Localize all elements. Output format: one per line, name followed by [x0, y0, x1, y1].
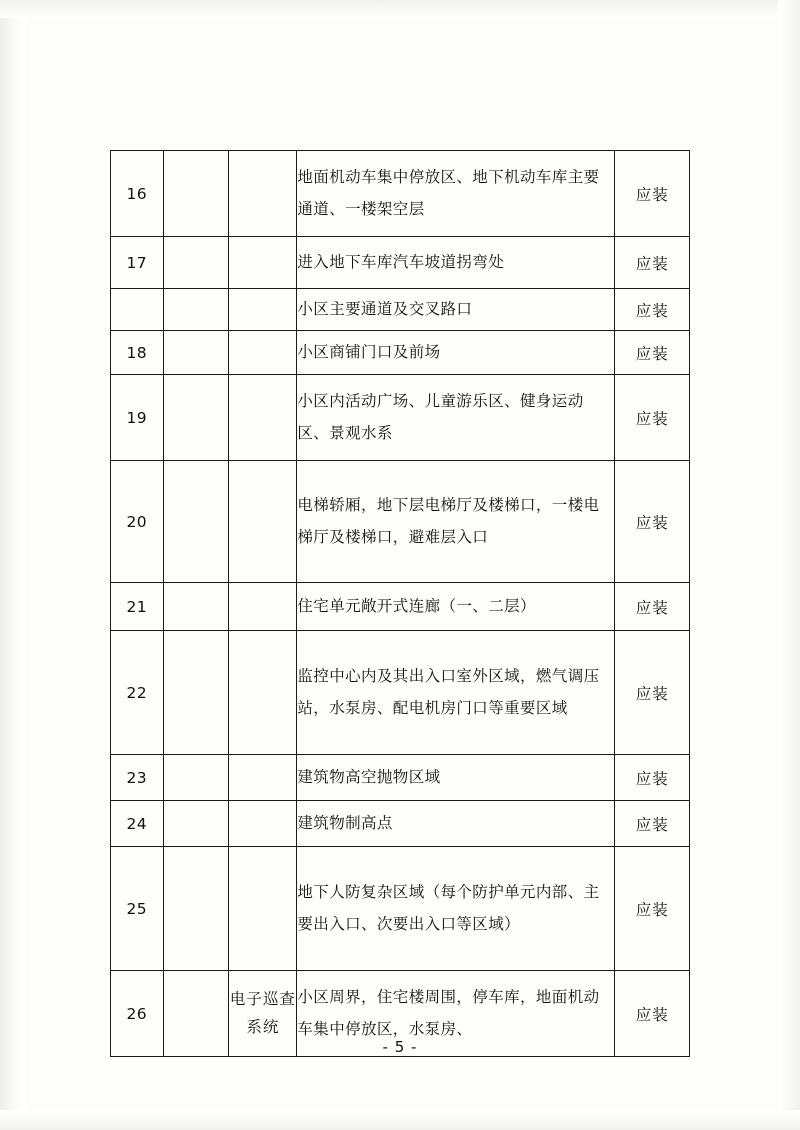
table-row — [111, 151, 690, 237]
row-requirement: 应装 — [615, 583, 690, 631]
row-category-secondary — [229, 331, 297, 375]
row-category-primary — [163, 801, 229, 847]
row-number: 22 — [111, 631, 164, 755]
row-category-secondary — [229, 755, 297, 801]
table-row — [111, 461, 690, 583]
row-category-secondary — [229, 151, 297, 237]
row-location-description: 建筑物制高点 — [297, 801, 615, 847]
row-requirement: 应装 — [615, 631, 690, 755]
row-location-description: 小区主要通道及交叉路口 — [297, 289, 615, 331]
page-edge-shadow-right — [778, 0, 800, 1130]
page-edge-shadow-top — [0, 0, 800, 18]
row-category-primary — [163, 755, 229, 801]
row-location-description: 监控中心内及其出入口室外区域，燃气调压站，水泵房、配电机房门口等重要区域 — [297, 631, 615, 755]
row-category-secondary — [229, 801, 297, 847]
row-number: 16 — [111, 151, 164, 237]
page-number: - 5 - — [382, 1038, 418, 1056]
row-number: 25 — [111, 847, 164, 971]
row-category-secondary — [229, 631, 297, 755]
row-category-secondary — [229, 289, 297, 331]
row-category-primary — [163, 331, 229, 375]
row-category-secondary: 电子巡查系统 — [229, 971, 297, 1057]
row-location-description: 地下人防复杂区域（每个防护单元内部、主要出入口、次要出入口等区域） — [297, 847, 615, 971]
row-category-primary — [163, 289, 229, 331]
page-edge-shadow-left — [0, 0, 26, 1130]
table-row — [111, 755, 690, 801]
row-number: 20 — [111, 461, 164, 583]
row-category-primary — [163, 461, 229, 583]
row-number: 26 — [111, 971, 164, 1057]
row-category-primary — [163, 375, 229, 461]
table-row — [111, 375, 690, 461]
table-row — [111, 847, 690, 971]
row-category-secondary — [229, 237, 297, 289]
row-location-description: 地面机动车集中停放区、地下机动车库主要通道、一楼架空层 — [297, 151, 615, 237]
table-row — [111, 289, 690, 331]
row-category-secondary — [229, 461, 297, 583]
table-row — [111, 801, 690, 847]
row-location-description: 小区商铺门口及前场 — [297, 331, 615, 375]
row-number: 23 — [111, 755, 164, 801]
row-requirement: 应装 — [615, 151, 690, 237]
row-number — [111, 289, 164, 331]
page-edge-shadow-bottom — [0, 1110, 800, 1130]
row-requirement: 应装 — [615, 847, 690, 971]
row-number: 24 — [111, 801, 164, 847]
row-category-secondary — [229, 847, 297, 971]
row-requirement: 应装 — [615, 375, 690, 461]
row-location-description: 小区周界，住宅楼周围，停车库，地面机动车集中停放区，水泵房、 — [297, 971, 615, 1057]
row-requirement: 应装 — [615, 971, 690, 1057]
row-requirement: 应装 — [615, 801, 690, 847]
row-category-primary — [163, 631, 229, 755]
row-number: 19 — [111, 375, 164, 461]
row-location-description: 进入地下车库汽车坡道拐弯处 — [297, 237, 615, 289]
table-row — [111, 631, 690, 755]
row-number: 17 — [111, 237, 164, 289]
row-location-description: 建筑物高空抛物区域 — [297, 755, 615, 801]
row-category-primary — [163, 583, 229, 631]
row-category-primary — [163, 847, 229, 971]
row-number: 21 — [111, 583, 164, 631]
row-requirement: 应装 — [615, 237, 690, 289]
row-requirement: 应装 — [615, 461, 690, 583]
row-category-primary — [163, 237, 229, 289]
table-row — [111, 583, 690, 631]
row-requirement: 应装 — [615, 289, 690, 331]
row-category-secondary — [229, 583, 297, 631]
installation-requirements-table — [110, 150, 690, 1057]
row-category-secondary — [229, 375, 297, 461]
row-location-description: 小区内活动广场、儿童游乐区、健身运动区、景观水系 — [297, 375, 615, 461]
table-row — [111, 331, 690, 375]
row-requirement: 应装 — [615, 331, 690, 375]
table-row — [111, 237, 690, 289]
row-category-primary — [163, 151, 229, 237]
row-location-description: 住宅单元敞开式连廊（一、二层） — [297, 583, 615, 631]
row-location-description: 电梯轿厢，地下层电梯厅及楼梯口，一楼电梯厅及楼梯口，避难层入口 — [297, 461, 615, 583]
row-number: 18 — [111, 331, 164, 375]
row-requirement: 应装 — [615, 755, 690, 801]
